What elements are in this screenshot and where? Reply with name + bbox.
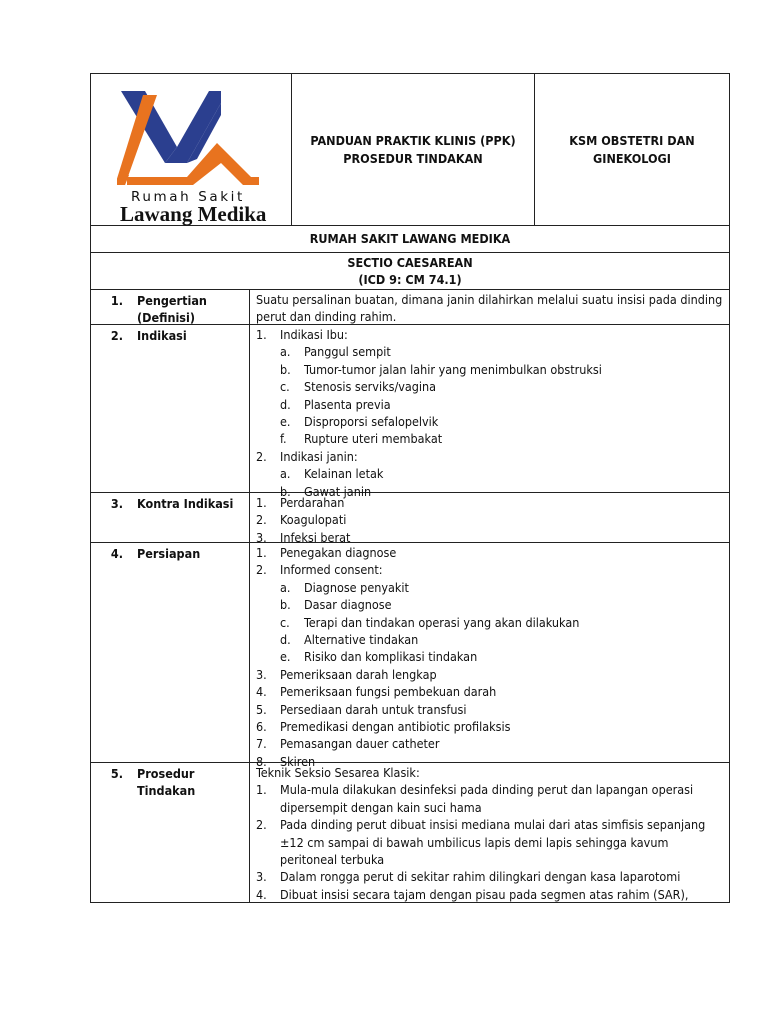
section-label-cell [91, 763, 250, 902]
section-row [90, 543, 730, 769]
list-marker: b. [280, 361, 291, 377]
list-item [256, 291, 725, 326]
list-marker: 3. [256, 529, 267, 545]
list-item [256, 494, 725, 511]
section-number: 5. [110, 766, 123, 781]
list-text: Dalam rongga perut di sekitar rahim dilingkari dengan kasa laparotomi [280, 869, 681, 885]
list-item [256, 666, 725, 683]
title-line-2: PROSEDUR TINDAKAN [343, 150, 483, 166]
list-item [256, 886, 725, 903]
document-header [90, 73, 730, 226]
list-item [256, 816, 725, 868]
list-item [256, 781, 725, 816]
section-content-cell [250, 290, 729, 324]
list-text: Informed consent: [280, 562, 383, 578]
section-row [90, 325, 730, 499]
list-item [256, 561, 725, 578]
procedure-code: (ICD 9: CM 74.1) [358, 272, 462, 287]
sub-list-item [256, 596, 725, 613]
section-number: 1. [110, 293, 123, 308]
list-marker: 5. [256, 701, 267, 717]
list-item [256, 701, 725, 718]
list-text: Kelainan letak [304, 466, 384, 482]
list-text: Stenosis serviks/vagina [304, 379, 437, 395]
section-label: Pengertian (Definisi) [137, 293, 207, 325]
list-item [256, 326, 725, 343]
list-item [256, 718, 725, 735]
section-label-cell [91, 290, 250, 324]
logo-text-rumah-sakit: Rumah Sakit [131, 189, 245, 205]
list-text: Plasenta previa [304, 396, 391, 412]
list-text: Suatu persalinan buatan, dimana janin dilahirkan melalui suatu insisi pada dinding perut dan dinding rahim. [256, 292, 723, 325]
list-marker: 3. [256, 869, 267, 885]
list-text: Mula-mula dilakukan desinfeksi pada dinding perut dan lapangan operasi dipersempit dengan kain suci hama [280, 782, 694, 815]
list-text: Perdarahan [280, 495, 345, 510]
list-marker: 7. [256, 736, 267, 752]
ksm-line-1: KSM OBSTETRI DAN [569, 132, 695, 148]
list-marker: c. [280, 614, 290, 630]
list-marker: c. [280, 379, 290, 395]
list-item [256, 511, 725, 528]
list-text: Tumor-tumor jalan lahir yang menimbulkan obstruksi [304, 361, 602, 377]
list-marker: e. [280, 649, 291, 665]
list-marker: 6. [256, 719, 267, 735]
sub-list-item [256, 614, 725, 631]
sub-list-item [256, 396, 725, 413]
section-row [90, 290, 730, 325]
sub-list-item [256, 343, 725, 360]
list-marker: 4. [256, 886, 267, 902]
list-text: Rupture uteri membakat [304, 431, 443, 447]
list-marker: 1. [256, 782, 267, 798]
list-marker: 8. [256, 753, 267, 769]
sub-list-item [256, 378, 725, 395]
list-text: Premedikasi dengan antibiotic profilaksis [280, 719, 511, 735]
section-number: 3. [110, 496, 123, 511]
sub-list-item [256, 648, 725, 665]
list-marker: 2. [256, 562, 267, 578]
list-text: Pemasangan dauer catheter [280, 736, 440, 752]
document-title [292, 74, 535, 225]
list-text: Pada dinding perut dibuat insisi mediana mulai dari atas simfisis sepanjang ±12 cm sampai di bawah umbilicus lapis demi lapis sehingga kavum peritoneal terbuka [280, 817, 706, 868]
list-marker: 2. [256, 448, 267, 464]
list-marker: a. [280, 344, 291, 360]
lawang-medika-logo-icon [117, 89, 265, 191]
list-text: Pemeriksaan fungsi pembekuan darah [280, 684, 497, 700]
procedure-title [90, 253, 730, 290]
section-number: 4. [110, 546, 123, 561]
list-marker: 1. [256, 495, 267, 510]
section-label: Indikasi [137, 328, 187, 343]
list-text: Gawat janin [304, 483, 372, 499]
list-item [256, 868, 725, 885]
sub-list-item [256, 430, 725, 447]
ppk-document [90, 73, 730, 903]
section-content-cell [250, 763, 729, 902]
sub-list-item [256, 579, 725, 596]
list-text: Koagulopati [280, 512, 347, 528]
section-label-cell [91, 493, 250, 542]
section-content-cell [250, 543, 729, 769]
section-row [90, 493, 730, 543]
list-item [256, 448, 725, 465]
list-text: Panggul sempit [304, 344, 391, 360]
list-marker: f. [280, 431, 287, 447]
logo-text-lawang-medika: Lawang Medika [120, 202, 267, 226]
section-content-cell [250, 325, 729, 499]
list-text: Infeksi berat [280, 529, 351, 545]
list-text: Diagnose penyakit [304, 579, 409, 595]
section-label: Kontra Indikasi [137, 496, 234, 511]
list-text: Teknik Seksio Sesarea Klasik: [256, 765, 420, 780]
section-row [90, 763, 730, 903]
sections-table [90, 290, 730, 903]
list-item [256, 735, 725, 752]
section-label-cell [91, 325, 250, 492]
list-marker: 4. [256, 684, 267, 700]
section-label-cell [91, 543, 250, 762]
list-marker: a. [280, 579, 291, 595]
section-content-cell [250, 493, 729, 545]
list-marker: 2. [256, 512, 267, 528]
list-text: Disproporsi sefalopelvik [304, 414, 439, 430]
list-text: Risiko dan komplikasi tindakan [304, 649, 478, 665]
list-marker: a. [280, 466, 291, 482]
list-marker: 1. [256, 327, 267, 342]
list-marker: b. [280, 483, 291, 499]
list-item [256, 764, 725, 781]
title-line-1: PANDUAN PRAKTIK KLINIS (PPK) [310, 132, 516, 148]
hospital-name: RUMAH SAKIT LAWANG MEDIKA [90, 226, 730, 253]
section-label: Persiapan [137, 546, 201, 561]
list-text: Persediaan darah untuk transfusi [280, 701, 467, 717]
list-marker: d. [280, 396, 291, 412]
list-item [256, 544, 725, 561]
sub-list-item [256, 631, 725, 648]
list-text: Dasar diagnose [304, 597, 392, 613]
list-item [256, 683, 725, 700]
sub-list-item [256, 413, 725, 430]
hospital-logo [91, 74, 292, 225]
ksm-department [535, 74, 729, 225]
list-text: Alternative tindakan [304, 632, 419, 648]
section-label: Prosedur Tindakan [137, 766, 196, 798]
sub-list-item [256, 361, 725, 378]
list-text: Pemeriksaan darah lengkap [280, 666, 437, 682]
procedure-name: SECTIO CAESAREAN [347, 255, 473, 270]
ksm-line-2: GINEKOLOGI [593, 150, 671, 166]
list-marker: 1. [256, 545, 267, 560]
list-marker: b. [280, 597, 291, 613]
section-number: 2. [110, 328, 123, 343]
list-marker: d. [280, 632, 291, 648]
list-marker: 2. [256, 817, 267, 833]
list-text: Penegakan diagnose [280, 545, 397, 560]
sub-list-item [256, 465, 725, 482]
list-text: Skiren [280, 753, 316, 769]
list-text: Indikasi Ibu: [280, 327, 348, 342]
list-text: Terapi dan tindakan operasi yang akan dilakukan [304, 614, 580, 630]
list-marker: e. [280, 414, 291, 430]
list-marker: 3. [256, 666, 267, 682]
list-text: Indikasi janin: [280, 448, 358, 464]
list-text: Dibuat insisi secara tajam dengan pisau pada segmen atas rahim (SAR), [280, 886, 689, 902]
